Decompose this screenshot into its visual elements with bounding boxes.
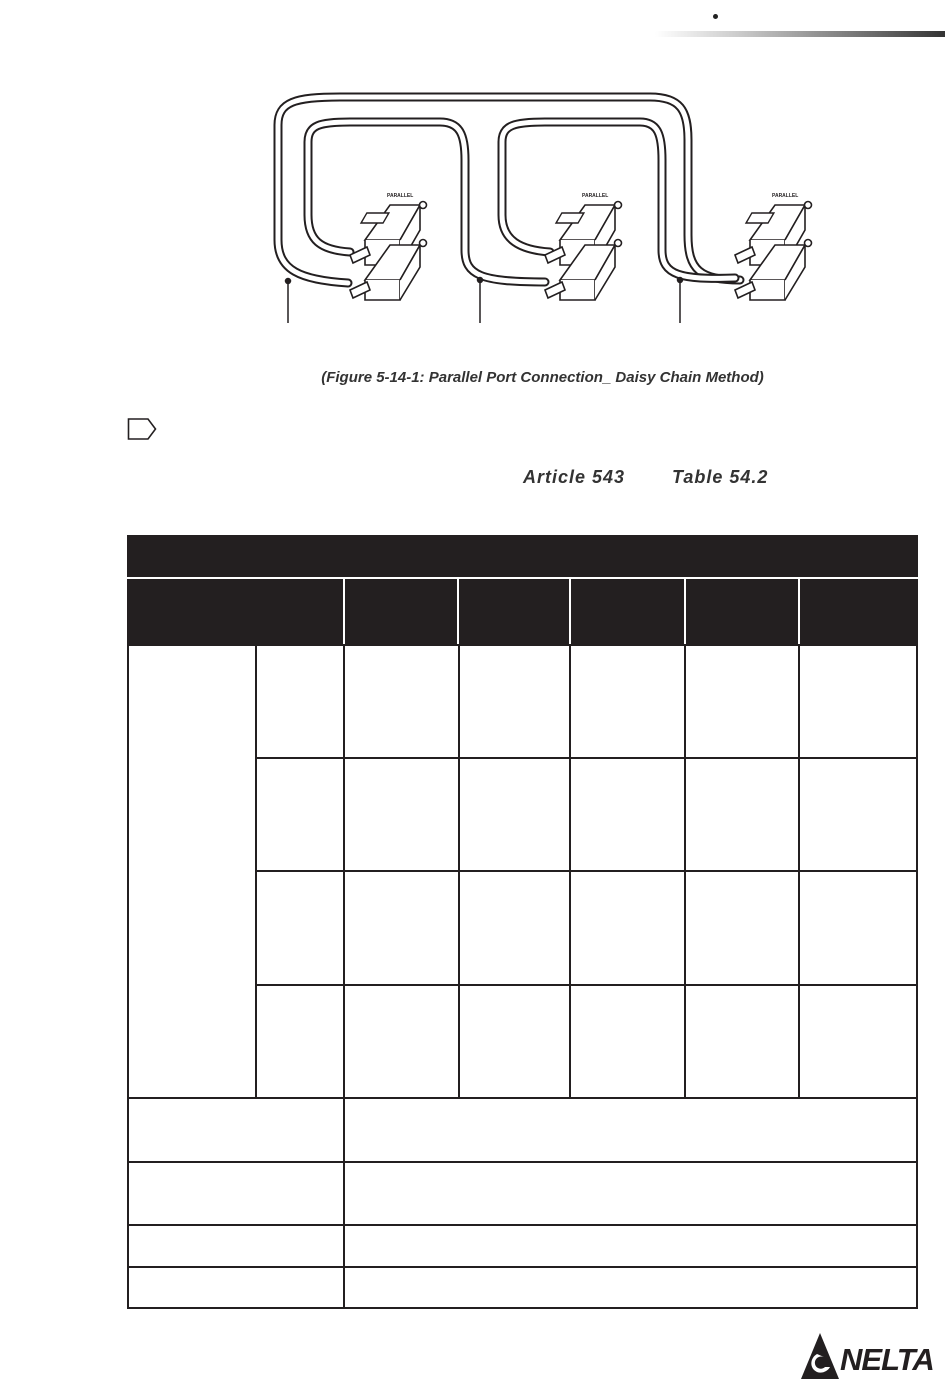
header-gradient-rule xyxy=(655,31,945,37)
header-cell-label xyxy=(127,579,343,645)
connector-label: PARALLEL xyxy=(387,193,414,199)
spec-table xyxy=(127,535,918,1309)
figure-caption: (Figure 5-14-1: Parallel Port Connection_ Daisy Chain Method) xyxy=(321,369,764,386)
brand-logo xyxy=(800,1330,948,1382)
connector-label: PARALLEL xyxy=(772,193,799,199)
note-icon xyxy=(127,417,157,441)
ups-connector-3 xyxy=(735,193,812,300)
article-reference: Article 543 xyxy=(523,467,626,487)
header-cell-3 xyxy=(571,579,684,645)
header-cell-1 xyxy=(345,579,457,645)
cable-loop-2 xyxy=(502,122,735,278)
table-grid xyxy=(127,535,918,1309)
daisy-chain-diagram xyxy=(260,80,840,335)
cable-loop-1 xyxy=(308,122,545,282)
header-bullet xyxy=(713,14,718,19)
connector-label: PARALLEL xyxy=(582,193,609,199)
header-cell-4 xyxy=(686,579,798,645)
delta-triangle-icon xyxy=(800,1330,840,1382)
brand-name: NELTA xyxy=(840,1342,934,1377)
ups-connector-2 xyxy=(545,193,622,300)
ups-connector-1 xyxy=(350,193,427,300)
header-cell-2 xyxy=(459,579,569,645)
header-cell-5 xyxy=(800,579,918,645)
table-reference: Table 54.2 xyxy=(672,467,769,487)
